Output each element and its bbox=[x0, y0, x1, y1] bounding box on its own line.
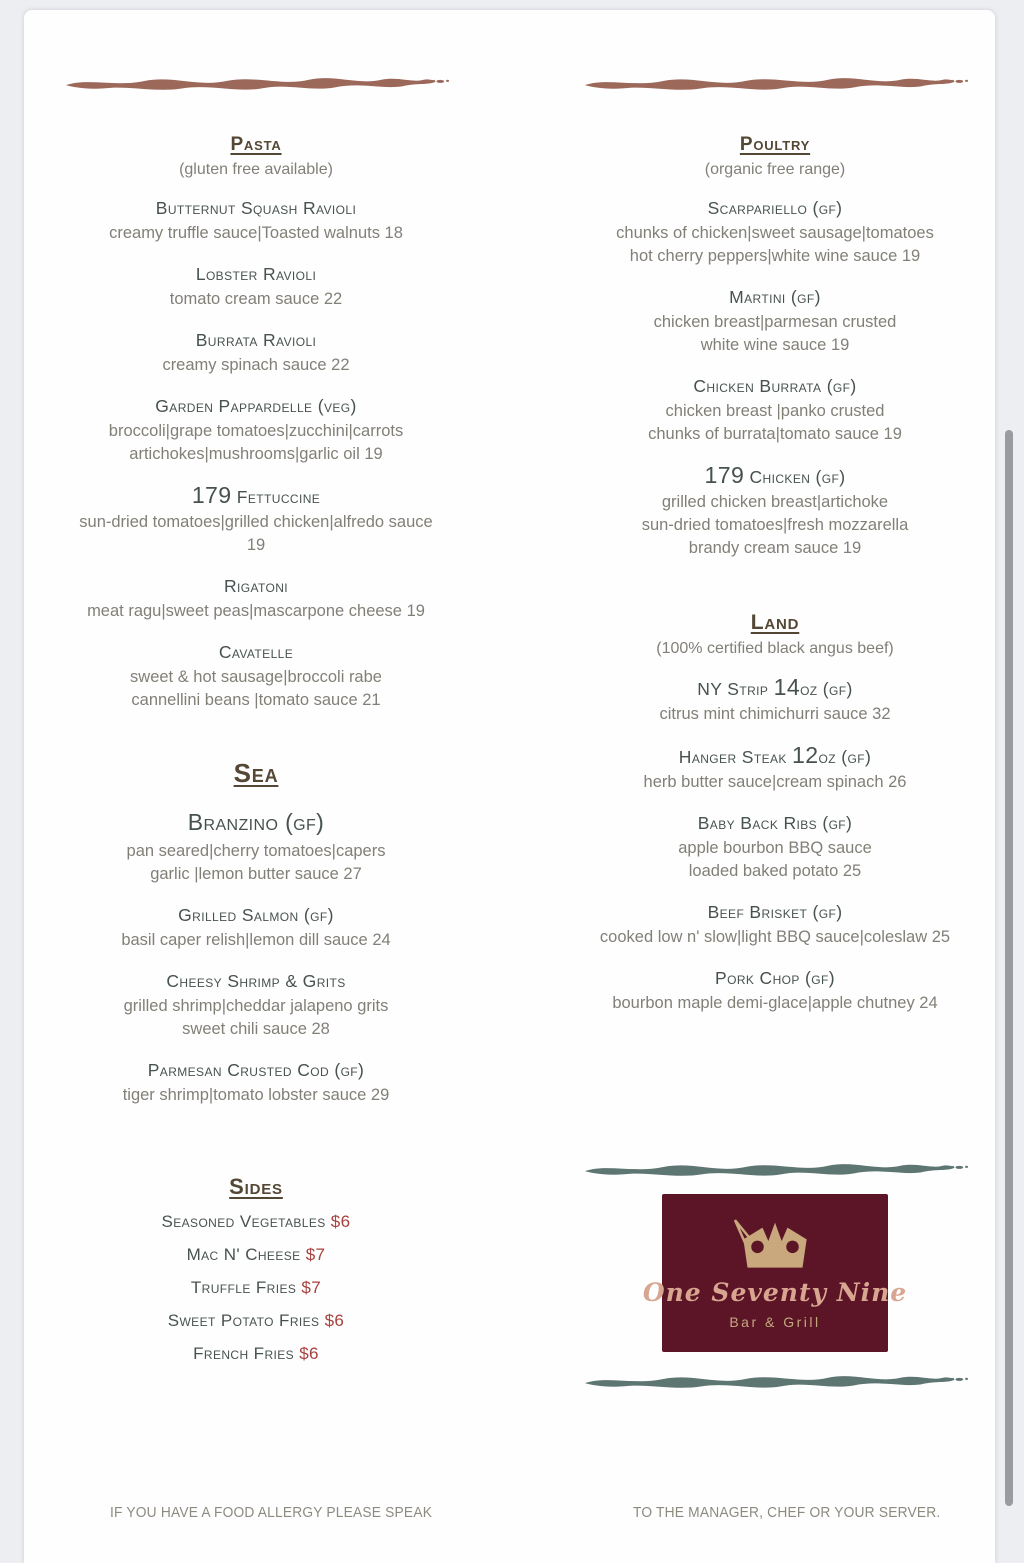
section-title-sea: Sea bbox=[233, 758, 279, 788]
side-item bbox=[60, 1310, 452, 1332]
brush-divider-icon bbox=[63, 70, 449, 96]
menu-item-description: meat ragu|sweet peas|mascarpone cheese 19 bbox=[87, 602, 425, 620]
side-item-price: $6 bbox=[330, 1212, 351, 1231]
menu-item-name: Scarpariello (gf) bbox=[707, 198, 843, 218]
section-subtitle-land: (100% certified black angus beef) bbox=[656, 640, 894, 657]
side-item bbox=[60, 1211, 452, 1233]
menu-item bbox=[580, 197, 970, 268]
menu-item-name: Cavatelle bbox=[218, 642, 294, 662]
menu-item-description: tiger shrimp|tomato lobster sauce 29 bbox=[122, 1086, 390, 1104]
menu-item-description: bourbon maple demi-glace|apple chutney 24 bbox=[612, 994, 938, 1012]
side-item bbox=[60, 1244, 452, 1266]
side-item-price: $7 bbox=[305, 1245, 326, 1264]
dietary-tag: (gf) bbox=[329, 1060, 365, 1080]
menu-item bbox=[580, 901, 970, 949]
brush-divider-icon bbox=[582, 1156, 968, 1182]
menu-item-description: cooked low n' slow|light BBQ sauce|coleslaw 25 bbox=[599, 928, 951, 946]
menu-item-description: chicken breast |panko crusted chunks of burrata|tomato sauce 19 bbox=[648, 402, 902, 443]
dietary-tag: (gf) bbox=[836, 747, 872, 767]
menu-item-description: grilled shrimp|cheddar jalapeno grits sweet chili sauce 28 bbox=[123, 997, 389, 1038]
menu-item-description: broccoli|grape tomatoes|zucchini|carrots artichokes|mushrooms|garlic oil 19 bbox=[108, 422, 404, 463]
menu-item-name: Hanger Steak 12oz (gf) bbox=[678, 742, 872, 768]
section-subtitle-pasta: (gluten free available) bbox=[179, 161, 333, 178]
menu-item-name: Rigatoni bbox=[223, 576, 289, 596]
menu-item-name: Baby Back Ribs (gf) bbox=[697, 813, 853, 833]
logo-tagline: Bar & Grill bbox=[729, 1314, 821, 1330]
menu-item-name: Branzino (gf) bbox=[187, 809, 325, 835]
dietary-tag: (gf) bbox=[817, 813, 853, 833]
menu-item-description: creamy spinach sauce 22 bbox=[162, 356, 350, 374]
menu-item bbox=[580, 812, 970, 883]
dietary-tag: (gf) bbox=[807, 198, 843, 218]
menu-item-description: basil caper relish|lemon dill sauce 24 bbox=[121, 931, 391, 949]
menu-item-name: Garden Pappardelle (veg) bbox=[155, 396, 357, 416]
section-title-poultry: Poultry bbox=[739, 134, 811, 155]
menu-item bbox=[60, 1059, 452, 1107]
menu-item-description: tomato cream sauce 22 bbox=[169, 290, 343, 308]
side-item-price: $6 bbox=[299, 1344, 319, 1363]
pasta-items bbox=[60, 197, 452, 712]
side-item-name: Seasoned Vegetables bbox=[161, 1212, 331, 1231]
footer-allergy-note-right: TO THE MANAGER, CHEF OR YOUR SERVER. bbox=[633, 1505, 941, 1521]
dietary-tag: (gf) bbox=[799, 968, 835, 988]
menu-item-description: chicken breast|parmesan crusted white wine sauce 19 bbox=[653, 313, 897, 354]
land-items bbox=[580, 676, 970, 1015]
footer-allergy-note-left: IF YOU HAVE A FOOD ALLERGY PLEASE SPEAK bbox=[110, 1505, 433, 1521]
sides-items bbox=[60, 1211, 452, 1365]
section-title-pasta: Pasta bbox=[230, 134, 282, 155]
menu-item bbox=[60, 970, 452, 1041]
menu-item bbox=[60, 641, 452, 712]
menu-item bbox=[60, 263, 452, 311]
dietary-tag: (gf) bbox=[821, 376, 857, 396]
menu-item-name: 179 Chicken (gf) bbox=[704, 462, 846, 488]
menu-item-description: herb butter sauce|cream spinach 26 bbox=[643, 773, 907, 791]
menu-item-name: 179 Fettuccine bbox=[191, 482, 321, 508]
brush-divider-icon bbox=[582, 70, 968, 96]
menu-item bbox=[580, 676, 970, 726]
side-item-name: French Fries bbox=[193, 1344, 300, 1363]
menu-item-description: citrus mint chimichurri sauce 32 bbox=[659, 705, 891, 723]
menu-item bbox=[580, 286, 970, 357]
menu-item-name: Beef Brisket (gf) bbox=[707, 902, 843, 922]
side-item bbox=[60, 1277, 452, 1299]
menu-item-name: Grilled Salmon (gf) bbox=[178, 905, 334, 925]
side-item-name: Mac N' Cheese bbox=[186, 1245, 306, 1264]
side-item-name: Sweet Potato Fries bbox=[167, 1311, 325, 1330]
menu-item-description: grilled chicken breast|artichoke sun-dried tomatoes|fresh mozzarella brandy cream sauce 19 bbox=[641, 493, 909, 557]
menu-item bbox=[60, 904, 452, 952]
sea-items bbox=[60, 807, 452, 1107]
menu-item bbox=[60, 197, 452, 245]
section-subtitle-poultry: (organic free range) bbox=[704, 161, 846, 178]
section-sea bbox=[60, 758, 452, 1107]
logo-title: One Seventy Nine bbox=[642, 1278, 908, 1307]
menu-item-description: apple bourbon BBQ sauce loaded baked potato 25 bbox=[678, 839, 872, 880]
restaurant-logo bbox=[642, 1194, 908, 1352]
menu-item-name: Parmesan Crusted Cod (gf) bbox=[147, 1060, 365, 1080]
menu-item bbox=[580, 744, 970, 794]
side-item-name: Truffle Fries bbox=[190, 1278, 302, 1297]
menu-item bbox=[60, 807, 452, 886]
menu-page bbox=[24, 10, 995, 1563]
menu-item-description: sweet & hot sausage|broccoli rabe cannellini beans |tomato sauce 21 bbox=[130, 668, 382, 709]
menu-item bbox=[580, 464, 970, 560]
menu-item bbox=[60, 484, 452, 557]
logo-block bbox=[580, 1156, 970, 1394]
menu-item-name: Martini (gf) bbox=[729, 287, 821, 307]
dietary-tag: (gf) bbox=[278, 809, 325, 835]
menu-item-name: Chicken Burrata (gf) bbox=[693, 376, 857, 396]
menu-item-name: Burrata Ravioli bbox=[195, 330, 317, 350]
menu-item-name: Lobster Ravioli bbox=[195, 264, 317, 284]
dietary-tag: (gf) bbox=[785, 287, 821, 307]
poultry-items bbox=[580, 197, 970, 560]
menu-item-description: chunks of chicken|sweet sausage|tomatoes hot cherry peppers|white wine sauce 19 bbox=[616, 224, 934, 265]
menu-item-name: NY Strip 14oz (gf) bbox=[697, 674, 853, 700]
section-poultry bbox=[580, 70, 970, 560]
dietary-tag: (gf) bbox=[298, 905, 334, 925]
crown-icon bbox=[721, 1216, 829, 1276]
section-land bbox=[580, 611, 970, 1015]
brush-divider-icon bbox=[582, 1368, 968, 1394]
menu-item bbox=[60, 575, 452, 623]
menu-item-name: Pork Chop (gf) bbox=[715, 968, 835, 988]
dietary-tag: (veg) bbox=[312, 396, 357, 416]
section-title-land: Land bbox=[750, 611, 800, 634]
section-pasta bbox=[60, 70, 452, 712]
menu-item bbox=[580, 967, 970, 1015]
menu-item-description: pan seared|cherry tomatoes|capers garlic |lemon butter sauce 27 bbox=[126, 842, 386, 883]
side-item bbox=[60, 1343, 452, 1365]
menu-item-description: creamy truffle sauce|Toasted walnuts 18 bbox=[109, 224, 403, 242]
menu-item-description: sun-dried tomatoes|grilled chicken|alfredo sauce 19 bbox=[79, 513, 433, 554]
dietary-tag: (gf) bbox=[810, 467, 846, 487]
menu-item bbox=[580, 375, 970, 446]
dietary-tag: (gf) bbox=[807, 902, 843, 922]
side-item-price: $6 bbox=[324, 1311, 345, 1330]
menu-item-name: Cheesy Shrimp & Grits bbox=[166, 971, 346, 991]
scrollbar-thumb[interactable] bbox=[1005, 430, 1013, 1506]
dietary-tag: (gf) bbox=[817, 679, 853, 699]
section-title-sides: Sides bbox=[229, 1174, 283, 1199]
menu-item-name: Butternut Squash Ravioli bbox=[155, 198, 357, 218]
section-sides bbox=[60, 1174, 452, 1365]
side-item-price: $7 bbox=[301, 1278, 322, 1297]
menu-item bbox=[60, 395, 452, 466]
menu-item bbox=[60, 329, 452, 377]
